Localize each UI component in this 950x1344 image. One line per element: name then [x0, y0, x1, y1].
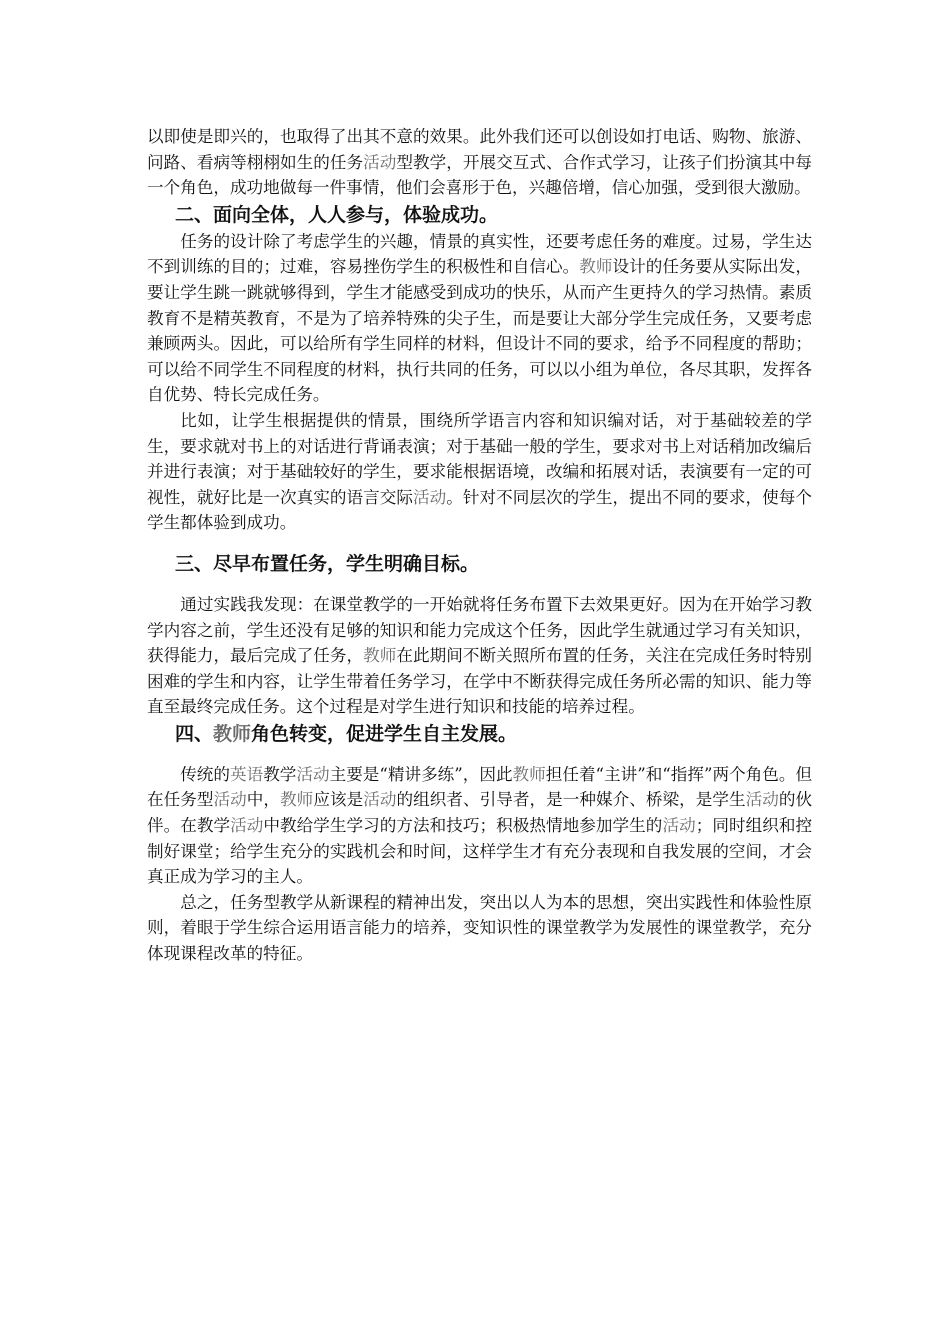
text-segment: 在此期间不断关照所布置的任务，关注在完成任务时特别困难的学生和内容，让学生带着任务学习，在学中不断获得完成任务所必需的知识、能力等直至最终完成任务。这个过程是对学生进行知识和技能的培养过程。 [147, 646, 813, 717]
text-segment: 教学 [263, 764, 297, 784]
section-heading-3: 三、尽早布置任务，学生明确目标。 [175, 552, 480, 575]
text-segment: 型教学，开展交互式、合作式学习，让孩子们扮演其中每一个角色，成功地做每一件事情，他们会喜形于色，兴趣倍增，信心加强，受到很大激励。 [147, 152, 813, 198]
paragraph-5 [147, 762, 812, 890]
text-segment: 应该是 [313, 790, 364, 810]
text-segment: 的伙伴。在教学 [147, 790, 813, 836]
paragraph-1 [147, 124, 812, 201]
paragraph-4 [147, 592, 812, 720]
keyword-link[interactable]: 教师 [213, 722, 252, 745]
section-heading-2: 二、面向全体，人人参与，体验成功。 [175, 203, 499, 226]
spacer [147, 748, 812, 762]
keyword-link[interactable]: 活动 [213, 790, 247, 810]
text-segment: 的组织者、引导者，是一种媒介、桥梁，是学生 [396, 790, 746, 810]
text-segment: ；同时组织和控制好课堂；给学生充分的实践机会和时间，这样学生才有充分表现和自我发展的空间，才会真正成为学习的主人。 [147, 816, 813, 887]
paragraph-2 [147, 229, 812, 408]
text-segment: 设计的任务要从实际出发，要让学生跳一跳就够得到，学生才能感受到成功的快乐，从而产生更持久的学习热情。素质教育不是精英教育，不是为了培养特殊的尖子生，而是要让大部分学生完成任务，又要考虑兼顾两头。因此，可以给所有学生同样的材料，但设计不同的要求，给予不同程度的帮助；可以给不同学生不同程度的材料，执行共同的任务，可以以小组为单位，各尽其职，发挥各自优势、特长完成任务。 [147, 257, 813, 405]
text-segment: 中， [246, 790, 281, 810]
keyword-link[interactable]: 活动 [413, 487, 447, 507]
text-segment: 以即使是即兴的，也取得了出其不意的效果。此外我们还可以创设如打电话、购物、旅游、问路、看病等栩栩如生的任务 [147, 127, 812, 172]
heading-segment: 角色转变，促进学生自主发展。 [251, 722, 518, 745]
text-segment: 。针对不同层次的学生，提出不同的要求，使每个学生都体验到成功。 [147, 487, 813, 533]
text-segment: 担任着“主讲”和“指挥”两个角色。但在任务型 [147, 764, 813, 810]
spacer [147, 578, 812, 592]
keyword-link[interactable]: 活动 [363, 790, 397, 810]
text-segment: 主要是“精讲多练”，因此 [329, 764, 513, 784]
text-segment: 中教给学生学习的方法和技巧；积极热情地参加学生的 [263, 816, 663, 836]
keyword-link[interactable]: 活动 [296, 764, 330, 784]
text-segment: 比如，让学生根据提供的情景，围绕所学语言内容和知识编对话，对于基础较差的学生，要求就对书上的对话进行背诵表演；对于基础一般的学生，要求对书上对话稍加改编后并进行表演；对于基础较好的学生，要求能根据语境，改编和拓展对话，表演要有一定的可视性，就好比是一次真实的语言交际 [147, 410, 812, 507]
paragraph-3 [147, 408, 812, 536]
spacer [147, 536, 812, 550]
keyword-link[interactable]: 教师 [363, 646, 397, 666]
text-segment: 任务的设计除了考虑学生的兴趣，情景的真实性，还要考虑任务的难度。过易，学生达不到训练的目的；过难，容易挫伤学生的积极性和自信心。 [147, 231, 812, 277]
keyword-link[interactable]: 教师 [280, 790, 314, 810]
text-segment: 传统的 [180, 764, 230, 784]
keyword-link[interactable]: 活动 [230, 816, 264, 836]
heading-segment: 四、 [175, 722, 214, 745]
keyword-link[interactable]: 英语 [229, 764, 264, 784]
keyword-link[interactable]: 活动 [662, 816, 696, 836]
text-segment: 通过实践我发现：在课堂教学的一开始就将任务布置下去效果更好。因为在开始学习教学内容之前，学生还没有足够的知识和能力完成这个任务，因此学生就通过学习有关知识，获得能力，最后完成了任务， [147, 594, 812, 666]
paragraph-6: 总之，任务型教学从新课程的精神出发，突出以人为本的思想，突出实践性和体验性原则，着眼于学生综合运用语言能力的培养，变知识性的课堂教学为发展性的课堂教学，充分体现课程改革的特征。 [147, 892, 812, 964]
keyword-link[interactable]: 教师 [579, 257, 613, 277]
keyword-link[interactable]: 活动 [363, 152, 397, 172]
keyword-link[interactable]: 教师 [512, 764, 546, 784]
keyword-link[interactable]: 活动 [745, 790, 779, 810]
document-page [147, 124, 812, 967]
section-heading-4 [147, 720, 812, 748]
